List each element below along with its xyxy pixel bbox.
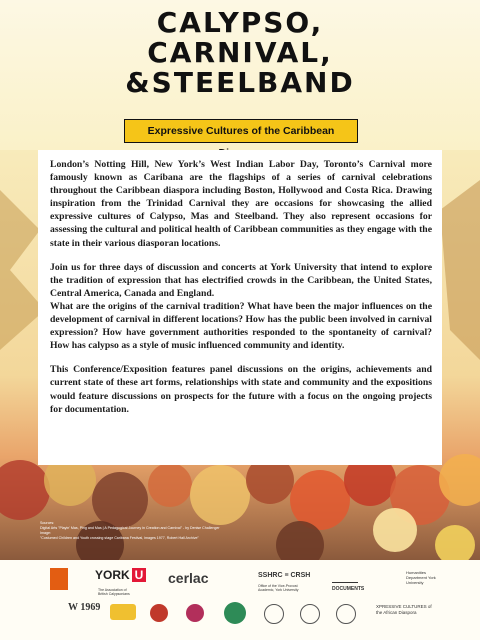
- credits-line-4: "Costumed Children and Youth crossing stage Caribana Festival, images 1977, Robert Hall Archive": [40, 536, 199, 540]
- conference-paragraph: This Conference/Exposition features panel discussions on the origins, achievements and current state of these art forms, relationships with state and community and the expositions would feature discussions on prospects for the future with a focus on the ongoing projects for documentation.: [50, 364, 432, 415]
- sponsor-logos: [40, 560, 440, 640]
- sponsor-orange-emblem-icon: [50, 568, 68, 590]
- title-line-1: CALYPSO,: [156, 6, 324, 39]
- credits-line-2: Digital Arts "Playin' Mas, Ping and Mas | A Pedagogical Journey in Creation and Carnival" - by Denise Challenger: [40, 526, 220, 530]
- humanities-logo: Humanities Department York University: [406, 570, 436, 585]
- york-u-mark: U: [132, 568, 147, 582]
- steelband-emblem-icon: [110, 604, 136, 620]
- vp-academic-logo: Office of the Vice-Provost Academic, York University: [258, 584, 299, 592]
- round-emblem-2-icon: [186, 604, 204, 622]
- title-line-3: &STEELBAND: [125, 66, 355, 99]
- documents-logo: DOCUMENTS: [332, 586, 365, 592]
- round-emblem-1-icon: [150, 604, 168, 622]
- subtitle-banner: Expressive Cultures of the Caribbean: [124, 119, 358, 143]
- intro-paragraph: London’s Notting Hill, New York’s West Indian Labor Day, Toronto’s Carnival more famously known as Caribana are the flagships of a series of carnival celebrations throughout the Caribbean diaspora including Boston, Hollywood and Costa Rica. Drawing inspiration from the Trinidad Carnival they are occasions for showcasing the allied expressive cultures of Calypso, Mas and Steelband. They also represent occasions for assessing the cultural and political health of Caribbean communities as they engage with the state in their various diasporan locations.: [50, 159, 432, 249]
- event-title: [0, 8, 480, 98]
- york-wordmark: YORK: [95, 568, 130, 582]
- credits-line-1: Sources:: [40, 521, 55, 525]
- signature-icon: [332, 568, 358, 583]
- round-emblem-4-icon: [264, 604, 284, 624]
- invitation-paragraph: Join us for three days of discussion and concerts at York University that intend to explore the tradition of expression that has electrified crowds in the Caribbean, the United States, Central America, Canada and England.: [50, 261, 432, 299]
- cerlac-logo: cerlac: [168, 570, 209, 586]
- w1969-logo: W 1969: [68, 602, 101, 613]
- image-credits: [40, 521, 340, 541]
- round-emblem-6-icon: [336, 604, 356, 624]
- xpressive-cultures-logo: XPRESSIVE CULTURES of the African Diaspora: [376, 604, 432, 615]
- questions-paragraph: What are the origins of the carnival tradition? What have been the major influences on the development of carnival in different locations? How has the public been involved in carnival expression? How have government authorities responded to the spontaneity of carnival? How has calypso as a style of music influenced community and identity.: [50, 300, 432, 352]
- credits-line-3: Image:: [40, 531, 51, 535]
- york-logo: [95, 568, 146, 582]
- sshrc-logo: SSHRC ≡ CRSH: [258, 572, 311, 579]
- title-line-2: CARNIVAL,: [147, 36, 333, 69]
- description-box: [38, 150, 442, 465]
- round-emblem-5-icon: [300, 604, 320, 624]
- bacc-logo: The Association of British Calypsonians: [98, 588, 130, 596]
- round-emblem-3-icon: [224, 602, 246, 624]
